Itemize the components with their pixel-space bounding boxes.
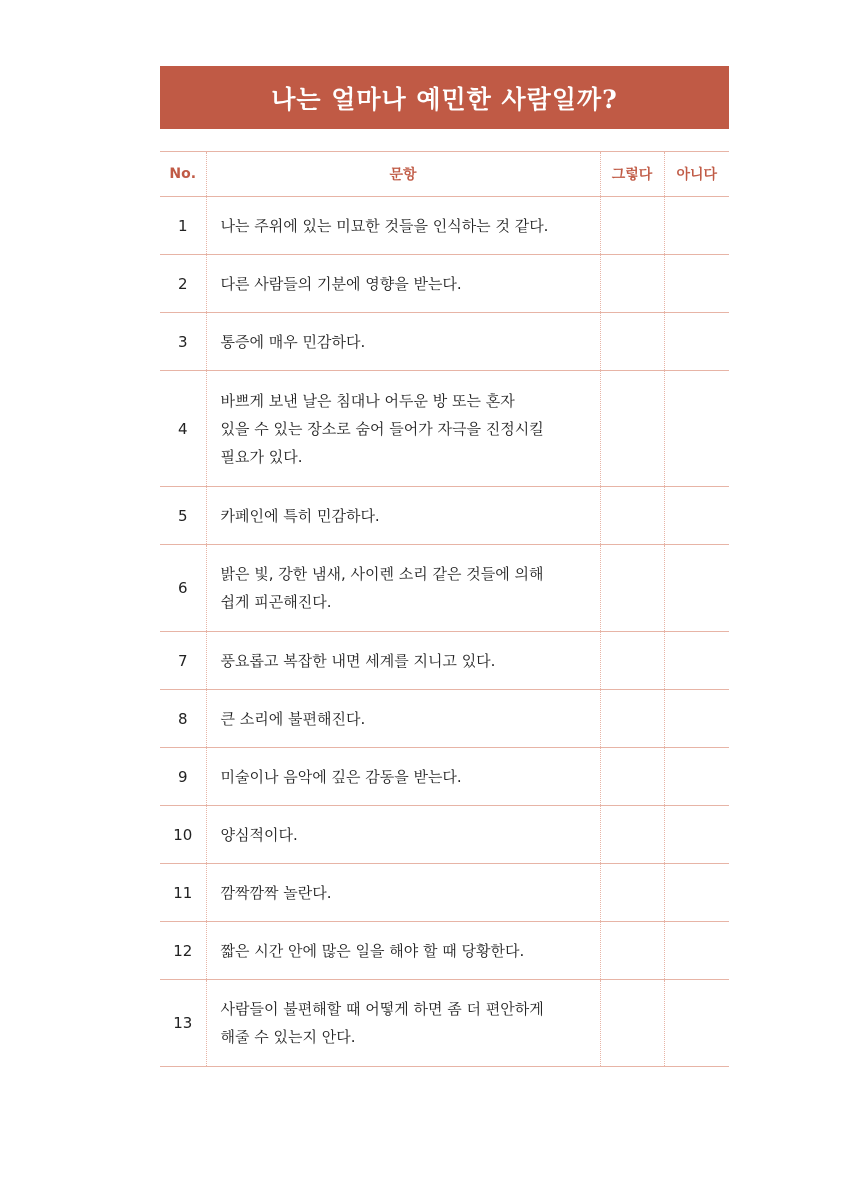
answer-no-cell[interactable] <box>664 197 729 255</box>
question-line: 깜짝깜짝 놀란다. <box>220 883 332 902</box>
question-number: 4 <box>160 371 206 487</box>
question-line: 다른 사람들의 기분에 영향을 받는다. <box>220 274 462 293</box>
table-row <box>160 748 729 806</box>
question-text <box>206 748 600 806</box>
table-row <box>160 313 729 371</box>
question-line: 밝은 빛, 강한 냄새, 사이렌 소리 같은 것들에 의해 <box>220 565 544 583</box>
table-row <box>160 197 729 255</box>
header-yes: 그렇다 <box>600 152 664 197</box>
answer-no-cell[interactable] <box>664 922 729 980</box>
answer-yes-cell[interactable] <box>600 313 664 371</box>
question-line: 바쁘게 보낸 날은 침대나 어두운 방 또는 혼자 <box>220 391 515 410</box>
page-title: 나는 얼마나 예민한 사람일까? <box>160 66 729 129</box>
answer-no-cell[interactable] <box>664 632 729 690</box>
survey-table <box>160 151 729 1067</box>
answer-no-cell[interactable] <box>664 864 729 922</box>
answer-yes-cell[interactable] <box>600 197 664 255</box>
question-number: 1 <box>160 197 206 255</box>
question-text <box>206 980 600 1067</box>
table-row <box>160 487 729 545</box>
answer-no-cell[interactable] <box>664 545 729 632</box>
answer-yes-cell[interactable] <box>600 864 664 922</box>
answer-yes-cell[interactable] <box>600 371 664 487</box>
question-line: 나는 주위에 있는 미묘한 것들을 인식하는 것 같다. <box>220 216 549 235</box>
question-number: 12 <box>160 922 206 980</box>
answer-yes-cell[interactable] <box>600 980 664 1067</box>
table-row <box>160 864 729 922</box>
question-text <box>206 632 600 690</box>
question-number: 8 <box>160 690 206 748</box>
question-line: 카페인에 특히 민감하다. <box>220 506 380 525</box>
table-row <box>160 545 729 632</box>
question-text <box>206 197 600 255</box>
survey-body <box>160 197 729 1067</box>
answer-no-cell[interactable] <box>664 487 729 545</box>
answer-yes-cell[interactable] <box>600 748 664 806</box>
answer-yes-cell[interactable] <box>600 922 664 980</box>
table-row <box>160 806 729 864</box>
answer-yes-cell[interactable] <box>600 690 664 748</box>
table-row <box>160 922 729 980</box>
answer-no-cell[interactable] <box>664 371 729 487</box>
table-row <box>160 980 729 1067</box>
table-row <box>160 690 729 748</box>
table-row <box>160 371 729 487</box>
answer-yes-cell[interactable] <box>600 806 664 864</box>
question-text <box>206 690 600 748</box>
question-text <box>206 255 600 313</box>
answer-yes-cell[interactable] <box>600 487 664 545</box>
table-row <box>160 632 729 690</box>
question-number: 3 <box>160 313 206 371</box>
question-line: 미술이나 음악에 깊은 감동을 받는다. <box>220 767 462 786</box>
answer-yes-cell[interactable] <box>600 545 664 632</box>
question-line: 쉽게 피곤해진다. <box>220 593 332 611</box>
table-row <box>160 255 729 313</box>
header-question: 문항 <box>206 152 600 197</box>
question-text <box>206 487 600 545</box>
header-no-answer: 아니다 <box>664 152 729 197</box>
answer-no-cell[interactable] <box>664 690 729 748</box>
question-line: 있을 수 있는 장소로 숨어 들어가 자극을 진정시킬 <box>220 419 544 438</box>
question-number: 2 <box>160 255 206 313</box>
question-line: 짧은 시간 안에 많은 일을 해야 할 때 당황한다. <box>220 941 525 960</box>
answer-yes-cell[interactable] <box>600 255 664 313</box>
answer-no-cell[interactable] <box>664 313 729 371</box>
answer-no-cell[interactable] <box>664 980 729 1067</box>
answer-no-cell[interactable] <box>664 806 729 864</box>
question-text <box>206 864 600 922</box>
question-text <box>206 922 600 980</box>
question-text <box>206 545 600 632</box>
answer-yes-cell[interactable] <box>600 632 664 690</box>
answer-no-cell[interactable] <box>664 748 729 806</box>
question-text <box>206 313 600 371</box>
question-number: 13 <box>160 980 206 1067</box>
question-text <box>206 806 600 864</box>
header-no: No. <box>160 152 206 197</box>
question-line: 해줄 수 있는지 안다. <box>220 1028 356 1046</box>
question-line: 필요가 있다. <box>220 447 303 466</box>
question-text <box>206 371 600 487</box>
question-line: 큰 소리에 불편해진다. <box>220 709 366 728</box>
question-number: 9 <box>160 748 206 806</box>
question-number: 7 <box>160 632 206 690</box>
question-number: 6 <box>160 545 206 632</box>
question-number: 5 <box>160 487 206 545</box>
question-line: 통증에 매우 민감하다. <box>220 332 366 351</box>
header-row <box>160 152 729 197</box>
question-line: 풍요롭고 복잡한 내면 세계를 지니고 있다. <box>220 651 496 670</box>
question-number: 10 <box>160 806 206 864</box>
question-line: 사람들이 불편해할 때 어떻게 하면 좀 더 편안하게 <box>220 1000 544 1018</box>
question-line: 양심적이다. <box>220 825 298 844</box>
answer-no-cell[interactable] <box>664 255 729 313</box>
question-number: 11 <box>160 864 206 922</box>
